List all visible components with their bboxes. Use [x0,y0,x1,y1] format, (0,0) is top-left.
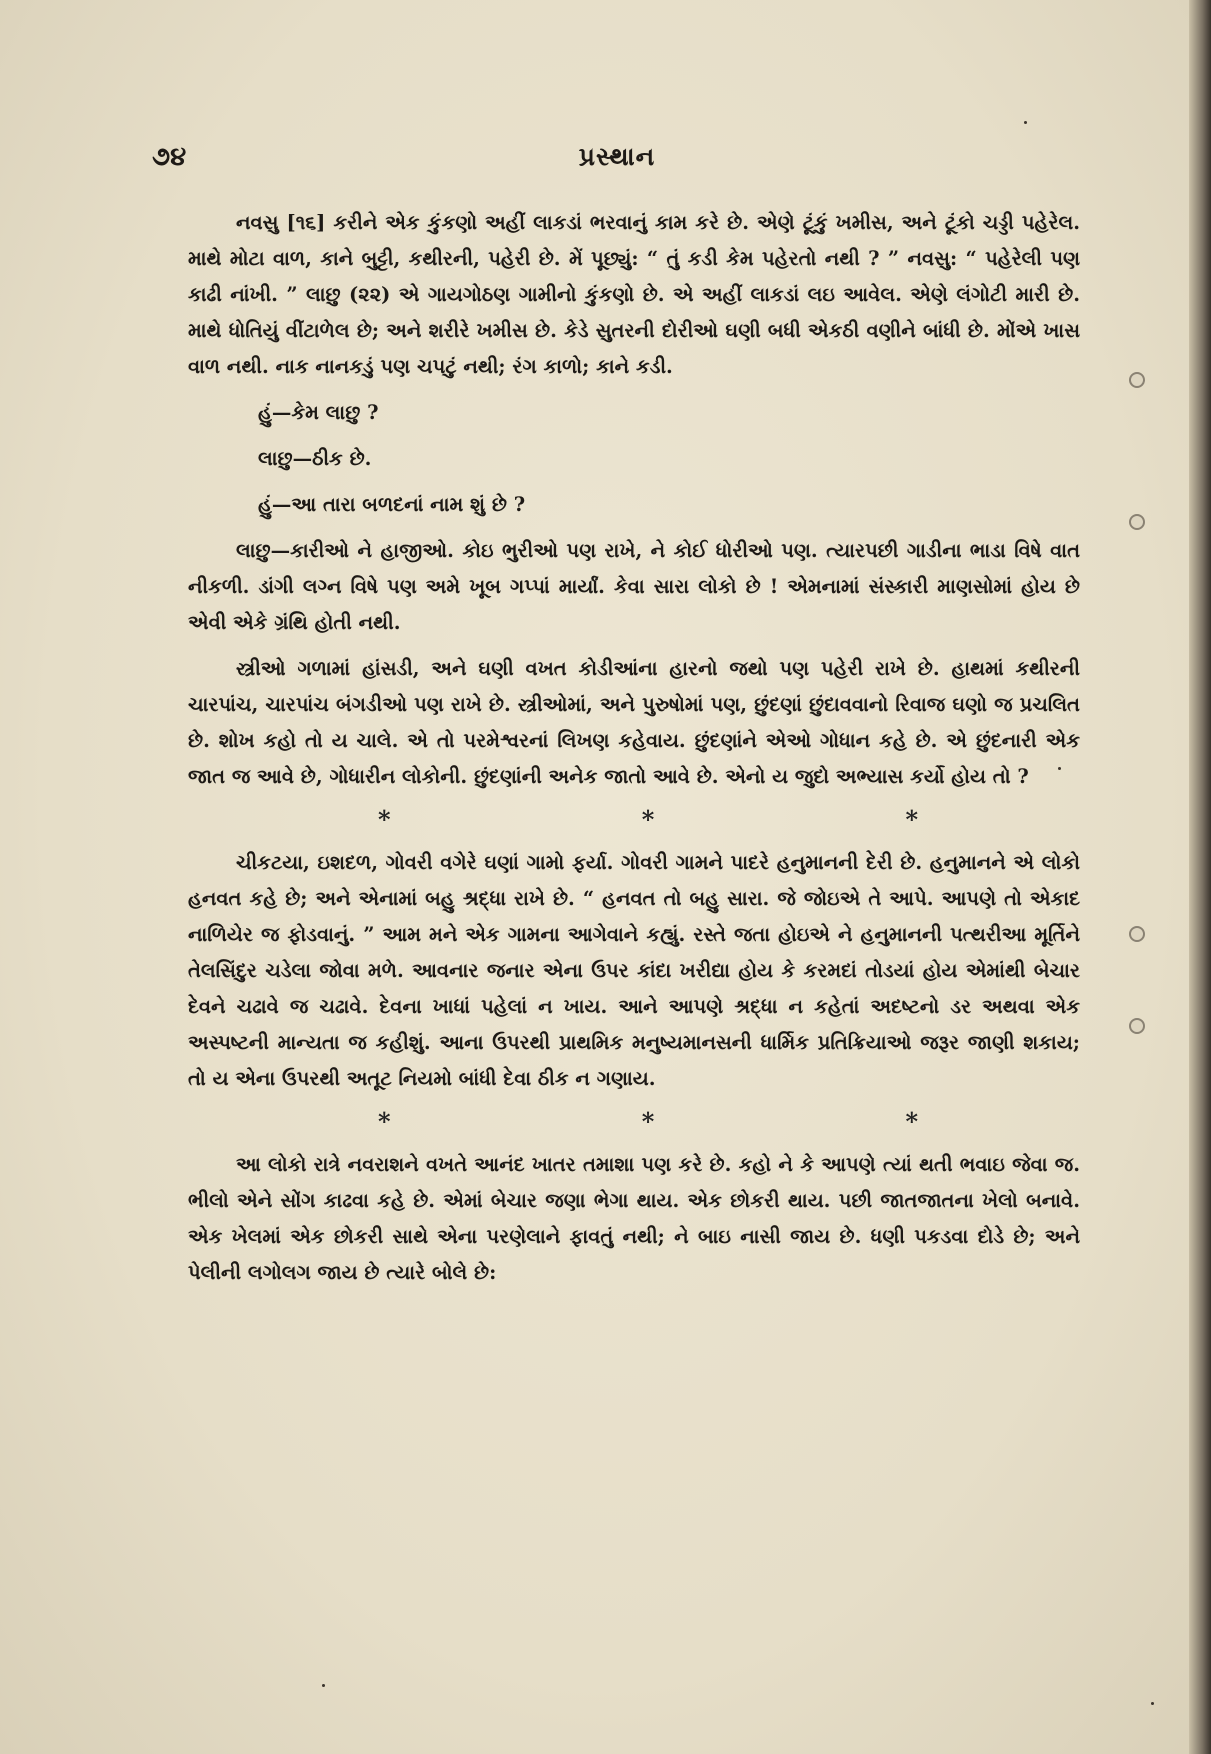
binding-hole [1129,372,1145,388]
section-divider [378,805,918,835]
asterisk-mark: * [378,805,391,834]
paragraph-bullocks: લાછુ—કારીઓ ને હાજીઓ. કોઇ ભુરીઓ પણ રાખે, ને કોઈ ધોરીઓ પણ. ત્યારપછી ગાડીના ભાડા વિષે વાત નીકળી. ડાંગી લગ્ન વિષે પણ અમે ખૂબ ગપ્પાં માર્યાં. કેવા સારા લોકો છે ! એમનામાં સંસ્કારી માણસોમાં હોય છે એવી એકે ગ્રંથિ હોતી નથી. [188,539,1080,634]
dialogue-line: હું—કેમ લાછુ ? [258,401,379,424]
paragraph-women-ornaments: સ્ત્રીઓ ગળામાં હાંસડી, અને ઘણી વખત કોડીઆંના હારનો જથો પણ પહેરી રાખે છે. હાથમાં કથીરની ચારપાંચ, ચારપાંચ બંગડીઓ પણ રાખે છે. સ્ત્રીઓમાં, અને પુરુષોમાં પણ, છુંદણાં છુંદાવવાનો રિવાજ ઘણો જ પ્રચલિત છે. શોખ કહો તો ય ચાલે. એ તો પરમેશ્વરનાં લિખણ કહેવાય. છુંદણાંને એઓ ગોધાન કહે છે. એ છુંદનારી એક જાત જ આવે છે, ગોધારીન લોકોની. છુંદણાંની અનેક જાતો આવે છે. એનો ય જુદો અભ્યાસ કર્યો હોય તો ? [188,657,1080,788]
paragraph-tamasha: આ લોકો રાત્રે નવરાશને વખતે આનંદ ખાતર તમાશા પણ કરે છે. કહો ને કે આપણે ત્યાં થતી ભવાઇ જેવા જ. ભીલો એને સોંગ કાઢવા કહે છે. એમાં બેચાર જણા ભેગા થાય. એક છોકરી થાય. પછી જાતજાતના ખેલો બનાવે. એક ખેલમાં એક છોકરી સાથે એના પરણેલાને ફાવતું નથી; ને બાઇ નાસી જાય છે. ધણી પકડવા દોડે છે; અને પેલીની લગોલગ જાય છે ત્યારે બોલે છે: [188,1153,1080,1284]
dialogue-line: લાછુ—ઠીક છે. [258,447,372,470]
asterisk-mark: * [378,1107,391,1136]
running-head: પ્રસ્થાન [578,142,656,171]
binding-hole [1129,926,1145,942]
page-number: ૭૪ [152,142,187,172]
binding-hole [1129,514,1145,530]
dialogue-line: હું—આ તારા બળદનાં નામ શું છે ? [258,493,526,516]
asterisk-mark: * [641,805,655,834]
page-body [188,205,1080,1301]
paper-speck [1151,1702,1154,1705]
asterisk-mark: * [905,1107,918,1136]
asterisk-mark: * [641,1107,655,1136]
page-header [152,142,1082,182]
paragraph-navsu-lachhu: નવસુ [૧૬] કરીને એક કુંકણો અહીં લાકડાં ભરવાનું કામ કરે છે. એણે ટૂંકું ખમીસ, અને ટૂંકો ચડ્ડી પહેરેલ. માથે મોટા વાળ, કાને બુટ્ટી, કથીરની, પહેરી છે. મેં પૂછ્યું: “ તું કડી કેમ પહેરતો નથી ? ” નવસુ: “ પહેરેલી પણ કાઢી નાંખી. ” લાછુ (૨૨) એ ગાયગોઠણ ગામીનો કુંકણો છે. એ અહીં લાકડાં લઇ આવેલ. એણે લંગોટી મારી છે. માથે ધોતિયું વીંટાળેલ છે; અને શરીરે ખમીસ છે. કેડે સુતરની દોરીઓ ઘણી બધી એકઠી વણીને બાંધી છે. મોંએ ખાસ વાળ નથી. નાક નાનકડું પણ ચપટું નથી; રંગ કાળો; કાને કડી. [188,211,1080,378]
paragraph-hanuman: ચીકટયા, ઇશદળ, ગોવરી વગેરે ઘણાં ગામો ફર્યા. ગોવરી ગામને પાદરે હનુમાનની દેરી છે. હનુમાનને એ લોકો હનવત કહે છે; અને એનામાં બહુ શ્રદ્ધા રાખે છે. “ હનવત તો બહુ સારા. જે જોઇએ તે આપે. આપણે તો એકાદ નાળિયેર જ ફોડવાનું. ” આમ મને એક ગામના આગેવાને કહ્યું. રસ્તે જતા હોઇએ ને હનુમાનની પત્થરીઆ મૂર્તિને તેલસિંદુર ચડેલા જોવા મળે. આવનાર જનાર એના ઉપર કાંદા ખરીદ્યા હોય કે કરમદાં તોડયાં હોય એમાંથી બેચાર દેવને ચઢાવે જ ચઢાવે. દેવના ખાધાં પહેલાં ન ખાય. આને આપણે શ્રદ્ધા ન કહેતાં અદષ્ટનો ડર અથવા એક અસ્પષ્ટની માન્યતા જ કહીશું. આના ઉપરથી પ્રાથમિક મનુષ્યમાનસની ધાર્મિક પ્રતિક્રિયાઓ જરૂર જાણી શકાય; તો ય એના ઉપરથી અતૂટ નિયમો બાંધી દેવા ઠીક ન ગણાય. [188,851,1080,1090]
paper-speck [1024,121,1027,124]
section-divider [378,1107,918,1137]
paper-speck [322,1684,325,1687]
binding-hole [1129,1018,1145,1034]
page-edge-shadow [1189,0,1211,1754]
asterisk-mark: * [905,805,918,834]
